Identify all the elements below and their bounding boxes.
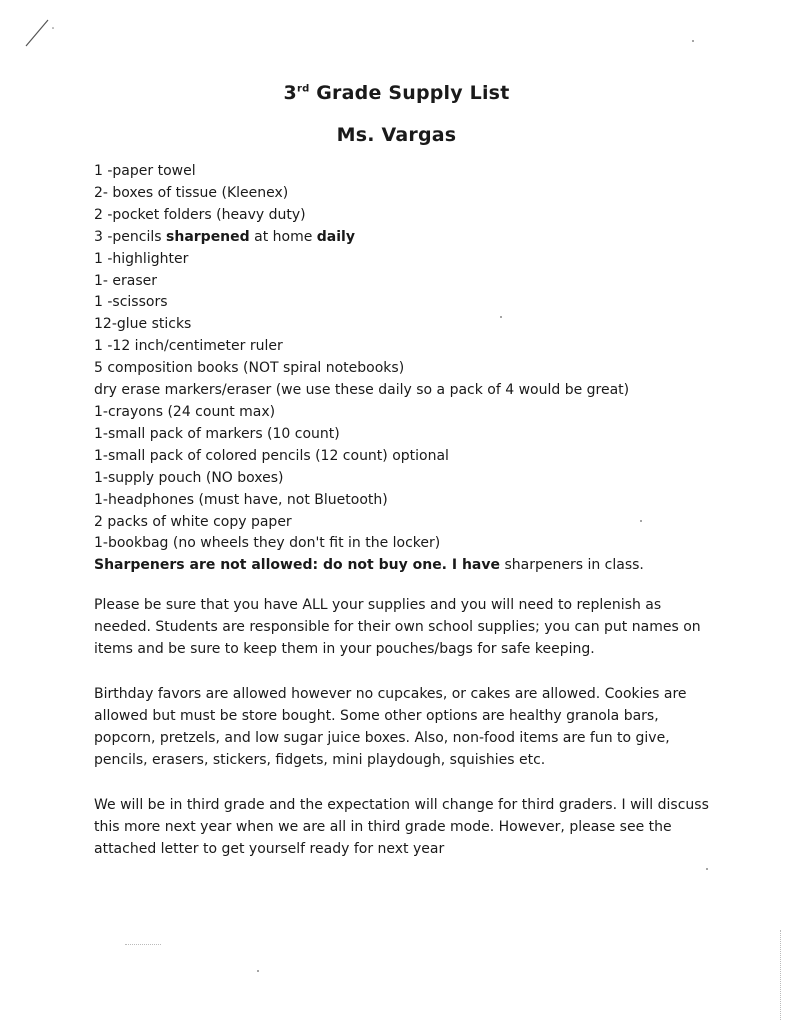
supply-item: 1-supply pouch (NO boxes) <box>94 469 284 486</box>
page-title <box>0 82 793 104</box>
title-grade-suffix: rd <box>296 83 310 95</box>
supply-item: dry erase markers/eraser (we use these daily so a pack of 4 would be great) <box>94 382 630 399</box>
scan-speck <box>692 40 694 42</box>
paragraph-third-grade-note: We will be in third grade and the expectation will change for third graders. I will discuss this more next year when we are all in third grade mode. However, please see the attached letter to get yourself ready for next year <box>94 797 709 857</box>
title-text: Grade Supply List <box>309 82 510 104</box>
supply-item: 5 composition books (NOT spiral notebooks) <box>94 360 405 377</box>
supply-item-emphasis: sharpened <box>166 228 250 245</box>
supply-item: 1 -12 inch/centimeter ruler <box>94 338 283 355</box>
scan-speck <box>500 316 502 318</box>
supply-item-text: 3 -pencils <box>94 228 167 245</box>
supply-item: 2 -pocket folders (heavy duty) <box>94 206 306 223</box>
supply-item: 1 -highlighter <box>94 250 189 267</box>
supply-item: 2- boxes of tissue (Kleenex) <box>94 184 289 201</box>
supply-item-emphasis: Sharpeners are not allowed: do not buy one. I have <box>94 557 500 574</box>
supply-item: 1-bookbag (no wheels they don't fit in the locker) <box>94 535 441 552</box>
title-grade-number: 3 <box>283 82 297 104</box>
supply-item-text: sharpeners in class. <box>500 557 644 574</box>
scan-edge-artifact <box>125 944 161 946</box>
supply-list <box>94 161 754 577</box>
supply-item: 1-small pack of colored pencils (12 count) optional <box>94 447 449 464</box>
supply-item <box>94 555 754 577</box>
scan-speck <box>706 868 708 870</box>
supply-item: 12-glue sticks <box>94 316 192 333</box>
supply-item: 1-small pack of markers (10 count) <box>94 425 340 442</box>
paragraph-supplies-note: Please be sure that you have ALL your supplies and you will need to replenish as needed. Students are responsible for their own school supplies; you can put names on items and be sure to keep them in your pouches/bags for safe keeping. <box>94 597 701 657</box>
supply-item: 2 packs of white copy paper <box>94 513 292 530</box>
teacher-name: Ms. Vargas <box>336 124 457 146</box>
paragraph-birthday-note: Birthday favors are allowed however no cupcakes, or cakes are allowed. Cookies are allowed but must be store bought. Some other options are healthy granola bars, popcorn, pretzels, and low sugar juice boxes. Also, non-food items are fun to give, pencils, erasers, stickers, fidgets, mini playdough, squishies etc. <box>94 686 687 768</box>
scan-slash-mark <box>22 16 56 50</box>
supply-item: 1- eraser <box>94 272 158 289</box>
supply-item-emphasis: daily <box>316 228 355 245</box>
supply-item: 1 -scissors <box>94 294 168 311</box>
supply-item: 1-crayons (24 count max) <box>94 403 276 420</box>
supply-item: 1-headphones (must have, not Bluetooth) <box>94 491 388 508</box>
supply-item: 1 -paper towel <box>94 163 196 179</box>
scan-speck <box>257 970 259 972</box>
scan-speck <box>640 520 642 522</box>
supply-item-text: at home <box>249 228 317 245</box>
scan-edge-artifact <box>780 930 782 1020</box>
supply-item <box>94 227 754 249</box>
